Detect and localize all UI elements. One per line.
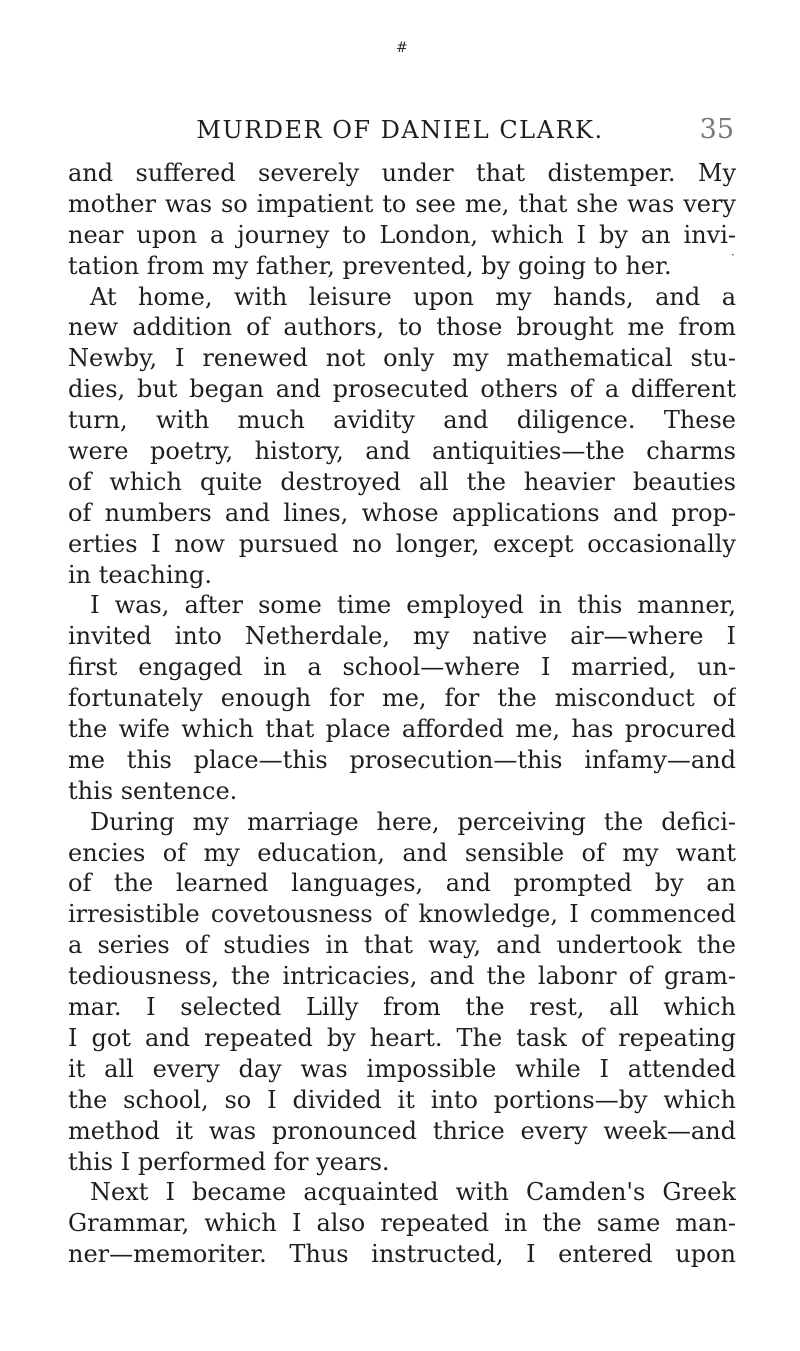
text-line: I got and repeated by heart. The task of repeating [68, 1023, 736, 1052]
text-line: Grammar, which I also repeated in the same man- [68, 1209, 736, 1238]
text-line: ner—memoriter. Thus instructed, I entered upon [68, 1240, 736, 1269]
text-line: it all every day was impossible while I attended [68, 1054, 736, 1083]
text-line: this I performed for years. [68, 1147, 390, 1176]
text-line: this sentence. [68, 776, 238, 805]
printer-mark: # [396, 40, 408, 56]
text-line: near upon a journey to London, which I by an invi- [68, 220, 736, 249]
text-line: tation from my father, prevented, by going to her. [68, 251, 672, 280]
text-line: first engaged in a school—where I married, un- [68, 653, 736, 682]
text-line: turn, with much avidity and diligence. These [68, 406, 736, 435]
text-line: fortunately enough for me, for the misconduct of [68, 684, 736, 713]
text-line: a series of studies in that way, and undertook the [68, 931, 736, 960]
text-line: in teaching. [68, 560, 212, 589]
running-title: MURDER OF DANIEL CLARK. [196, 116, 604, 144]
text-line: new addition of authors, to those brought me from [68, 313, 736, 342]
margin-dot: · [731, 248, 735, 262]
text-line: the school, so I divided it into portions—by which [68, 1085, 736, 1114]
text-line: of the learned languages, and prompted by an [68, 869, 736, 898]
text-line: invited into Netherdale, my native air—where I [68, 622, 736, 651]
text-line: erties I now pursued no longer, except occasionally [68, 529, 736, 558]
text-line: of numbers and lines, whose applications and prop- [68, 498, 736, 527]
text-line: and suffered severely under that distemper. My [68, 159, 736, 187]
text-line: mar. I selected Lilly from the rest, all which [68, 993, 736, 1022]
text-line: Next I became acquainted with Camden's Greek [90, 1178, 736, 1207]
text-line: During my marriage here, perceiving the defici- [90, 807, 736, 836]
text-line: of which quite destroyed all the heavier beauties [68, 467, 736, 496]
text-line: were poetry, history, and antiquities—the charms [68, 437, 736, 466]
body-text [68, 158, 736, 1270]
text-line: I was, after some time employed in this manner, [90, 591, 736, 620]
text-line: encies of my education, and sensible of my want [68, 838, 736, 867]
page-header [0, 110, 800, 150]
page-number: 35 [699, 114, 734, 145]
text-line: the wife which that place afforded me, has procured [68, 715, 736, 744]
text-line: At home, with leisure upon my hands, and a [90, 282, 736, 311]
text-line: tediousness, the intricacies, and the labonr of gram- [68, 962, 736, 991]
text-line: me this place—this prosecution—this infamy—and [68, 745, 736, 774]
text-line: Newby, I renewed not only my mathematical stu- [68, 344, 736, 373]
text-line: mother was so impatient to see me, that she was very [68, 189, 736, 218]
text-line: dies, but began and prosecuted others of a different [68, 375, 736, 404]
text-line: method it was pronounced thrice every week—and [68, 1116, 736, 1145]
text-line: irresistible covetousness of knowledge, I commenced [68, 900, 736, 929]
